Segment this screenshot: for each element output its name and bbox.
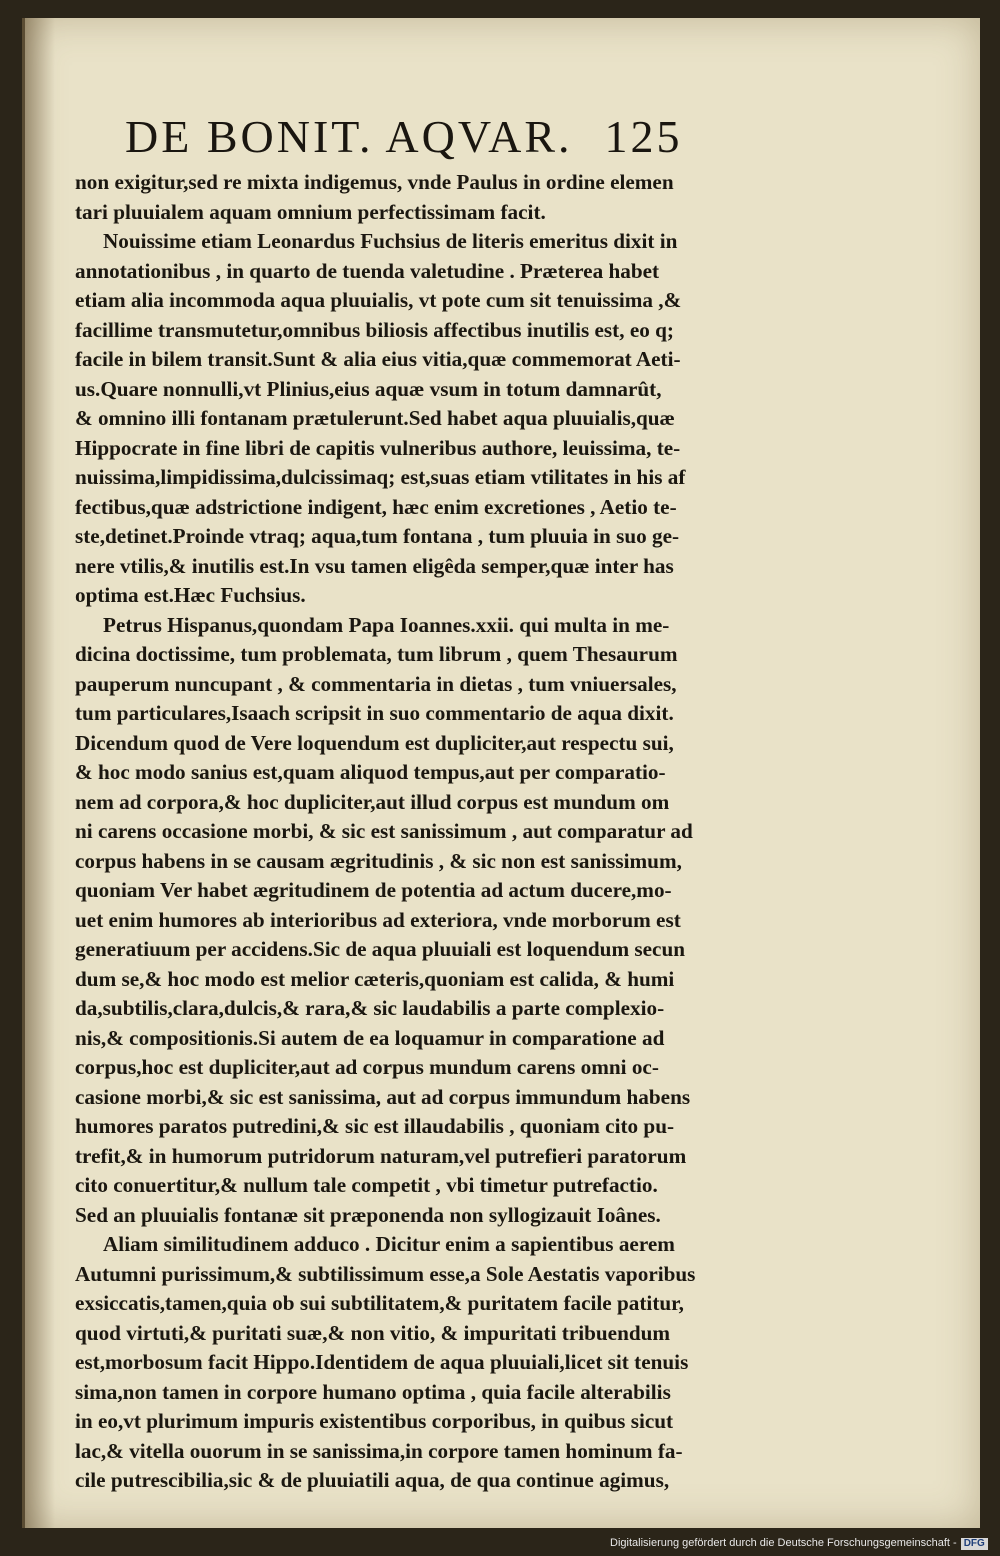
text-line: facile in bilem transit.Sunt & alia eius vitia,quæ commemorat Aeti- [75, 347, 681, 371]
running-header [125, 110, 765, 163]
text-line: non exigitur,sed re mixta indigemus, vnde Paulus in ordine elemen [75, 170, 674, 194]
text-line: Petrus Hispanus,quondam Papa Ioannes.xxii. qui multa in me- [103, 612, 670, 637]
text-line: sima,non tamen in corpore humano optima , quia facile alterabilis [75, 1379, 671, 1404]
text-line: Hippocrate in fine libri de capitis vulneribus authore, leuissima, te- [75, 435, 681, 460]
text-line: corpus,hoc est dupliciter,aut ad corpus mundum carens omni oc- [75, 1055, 659, 1079]
text-line: generatiuum per accidens.Sic de aqua pluuiali est loquendum secun [75, 937, 686, 961]
text-line: Nouissime etiam Leonardus Fuchsius de literis emeritus dixit in [103, 229, 678, 253]
text-line: ste,detinet.Proinde vtraq; aqua,tum fontana , tum pluuia in suo ge- [75, 524, 680, 548]
text-line: & omnino illi fontanam prætulerunt.Sed habet aqua pluuialis,quæ [75, 406, 675, 430]
text-line: Autumni purissimum,& subtilissimum esse,a Sole Aestatis vaporibus [75, 1261, 696, 1286]
text-line: tum particulares,Isaach scripsit in suo commentario de aqua dixit. [75, 701, 674, 725]
funding-credit [610, 1537, 988, 1550]
text-line: trefit,& in humorum putridorum naturam,vel putrefieri paratorum [75, 1143, 687, 1168]
text-line: in eo,vt plurimum impuris existentibus corporibus, in quibus sicut [75, 1409, 674, 1433]
text-line: nere vtilis,& inutilis est.In vsu tamen eligêda semper,quæ inter has [75, 553, 674, 578]
text-line: tari pluuialem aquam omnium perfectissimam facit. [75, 199, 546, 224]
text-line: nem ad corpora,& hoc dupliciter,aut illud corpus est mundum om [75, 789, 670, 814]
text-line: da,subtilis,clara,dulcis,& rara,& sic laudabilis a parte complexio- [75, 996, 665, 1020]
text-line: etiam alia incommoda aqua pluuialis, vt pote cum sit tenuissima ,& [75, 288, 682, 312]
text-line: quod virtuti,& puritati suæ,& non vitio, & impuritati tribuendum [75, 1320, 671, 1345]
text-line: casione morbi,& sic est sanissima, aut ad corpus immundum habens [75, 1084, 691, 1109]
book-page [22, 18, 980, 1528]
text-line: Sed an pluuialis fontanæ sit præponenda non syllogizauit Ioânes. [75, 1202, 661, 1227]
text-line: humores paratos putredini,& sic est illaudabilis , quoniam cito pu- [75, 1114, 675, 1138]
text-line: dum se,& hoc modo est melior cæteris,quoniam est calida, & humi [75, 966, 675, 991]
text-line: pauperum nuncupant , & commentaria in dietas , tum vniuersales, [75, 671, 677, 696]
text-line: uet enim humores ab interioribus ad exteriora, vnde morborum est [75, 907, 681, 932]
text-line: nuissima,limpidissima,dulcissimaq; est,suas etiam vtilitates in his af [75, 465, 686, 489]
text-line: fectibus,quæ adstrictione indigent, hæc enim excretiones , Aetio te- [75, 494, 677, 519]
text-line: us.Quare nonnulli,vt Plinius,eius aquæ vsum in totum damnarût, [75, 376, 662, 401]
text-line: cito conuertitur,& nullum tale competit , vbi timetur putrefactio. [75, 1173, 658, 1197]
text-line: quoniam Ver habet ægritudinem de potentia ad actum ducere,mo- [75, 878, 672, 902]
text-line: corpus habens in se causam ægritudinis , & sic non est sanissimum, [75, 848, 682, 873]
text-line: nis,& compositionis.Si autem de ea loquamur in comparatione ad [75, 1025, 665, 1050]
text-line: dicina doctissime, tum problemata, tum librum , quem Thesaurum [75, 642, 678, 666]
text-line: exsiccatis,tamen,quia ob sui subtilitatem,& puritatem facile patitur, [75, 1291, 684, 1315]
dfg-logo: DFG [961, 1538, 988, 1550]
running-title: DE BONIT. AQVAR. [125, 111, 573, 162]
text-line: optima est.Hæc Fuchsius. [75, 583, 306, 607]
text-line: & hoc modo sanius est,quam aliquod tempus,aut per comparatio- [75, 760, 666, 784]
text-line: Aliam similitudinem adduco . Dicitur enim a sapientibus aerem [103, 1232, 675, 1256]
text-line: facillime transmutetur,omnibus biliosis affectibus inutilis est, eo q; [75, 317, 674, 342]
funding-credit-text: Digitalisierung gefördert durch die Deutsche Forschungsgemeinschaft - [610, 1537, 957, 1549]
text-line: annotationibus , in quarto de tuenda valetudine . Præterea habet [75, 258, 660, 283]
text-line: cile putrescibilia,sic & de pluuiatili aqua, de qua continue agimus, [75, 1468, 670, 1492]
text-line: ni carens occasione morbi, & sic est sanissimum , aut comparatur ad [75, 819, 693, 843]
text-line: est,morbosum facit Hippo.Identidem de aqua pluuiali,licet sit tenuis [75, 1350, 689, 1374]
text-line: lac,& vitella ouorum in se sanissima,in corpore tamen hominum fa- [75, 1438, 683, 1463]
body-text [75, 168, 755, 1496]
text-line: Dicendum quod de Vere loquendum est dupliciter,aut respectu sui, [75, 730, 674, 755]
page-number: 125 [604, 111, 683, 162]
